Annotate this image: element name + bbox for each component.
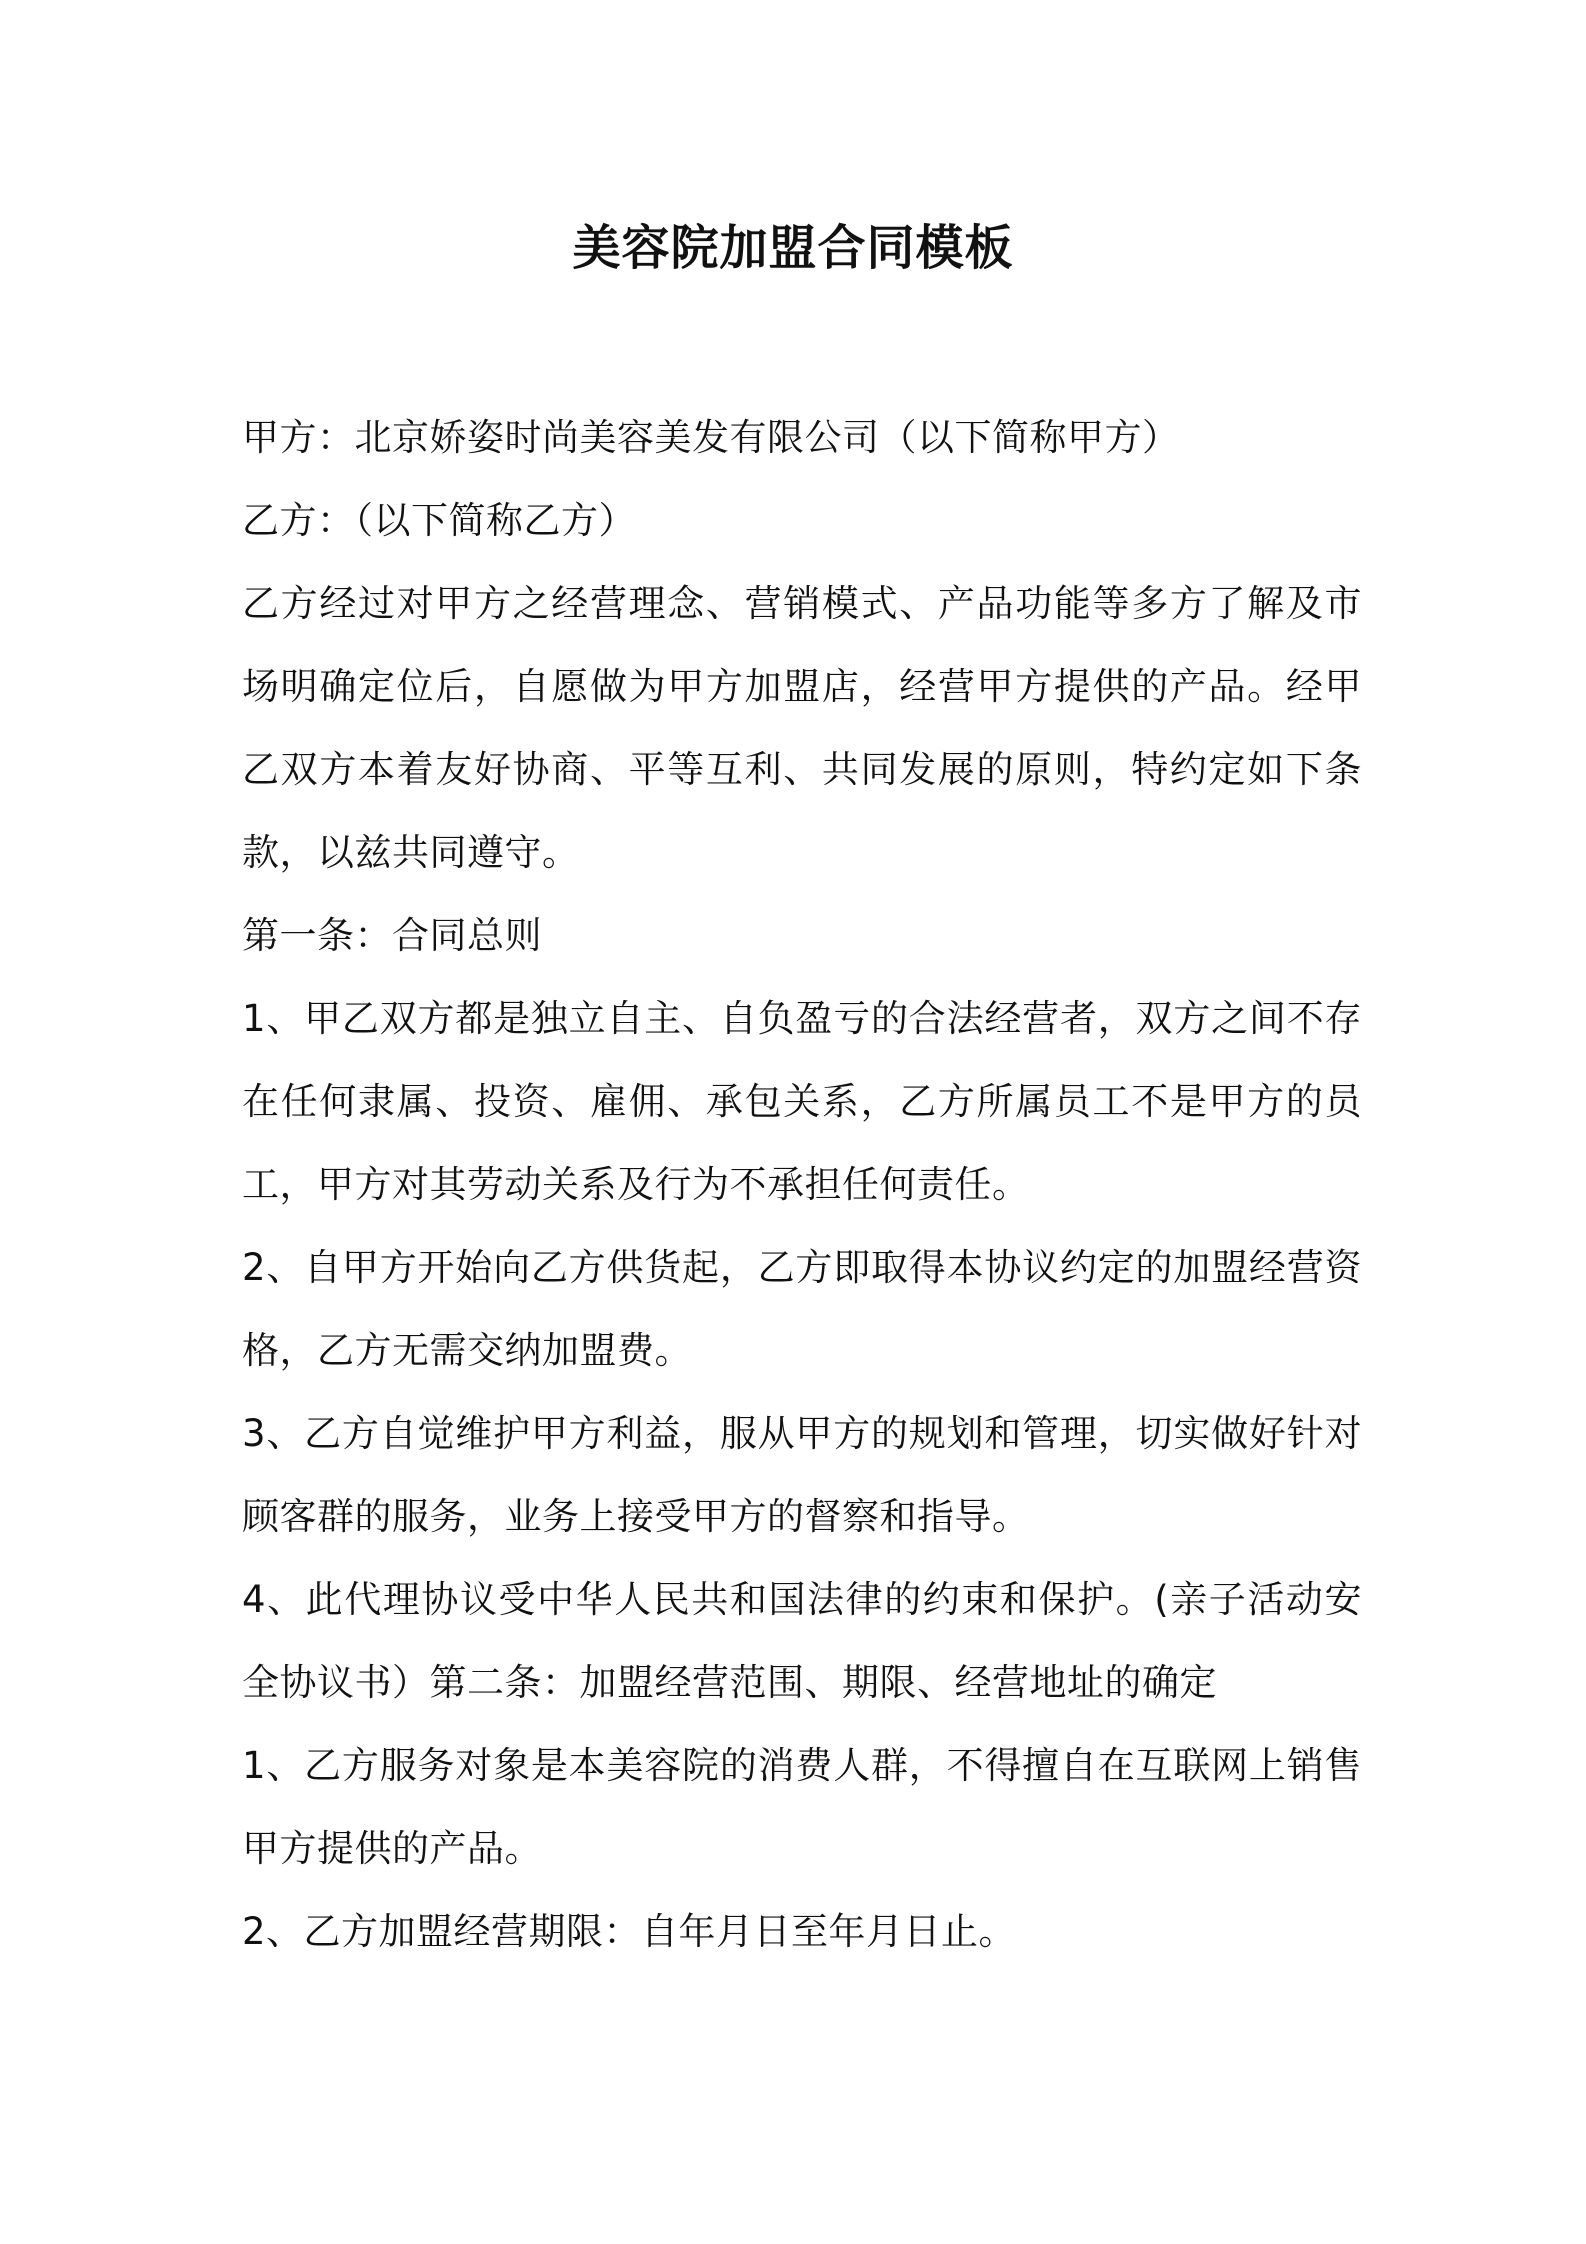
party-a-line: 甲方：北京娇姿时尚美容美发有限公司（以下简称甲方）: [242, 416, 1180, 459]
document-title: 美容院加盟合同模板: [572, 220, 1014, 276]
document-body: [242, 396, 1362, 1973]
clause-paragraph: 2、自甲方开始向乙方供货起，乙方即取得本协议约定的加盟经营资格，乙方无需交纳加盟费。: [242, 1246, 1362, 1372]
party-b-line: 乙方：（以下简称乙方）: [242, 499, 636, 542]
article-one-heading: 第一条：合同总则: [242, 914, 542, 957]
preamble-paragraph: 乙方经过对甲方之经营理念、营销模式、产品功能等多方了解及市场明确定位后，自愿做为甲方加盟店，经营甲方提供的产品。经甲乙双方本着友好协商、平等互利、共同发展的原则，特约定如下条款，以兹共同遵守。: [242, 582, 1362, 874]
clause-paragraph: 1、甲乙双方都是独立自主、自负盈亏的合法经营者，双方之间不存在任何隶属、投资、雇佣、承包关系，乙方所属员工不是甲方的员工，甲方对其劳动关系及行为不承担任何责任。: [242, 997, 1362, 1206]
clause-paragraph: 2、乙方加盟经营期限：自年月日至年月日止。: [242, 1910, 1017, 1953]
clause-paragraph: 3、乙方自觉维护甲方利益，服从甲方的规划和管理，切实做好针对顾客群的服务，业务上接受甲方的督察和指导。: [242, 1412, 1362, 1538]
clause-paragraph: 1、乙方服务对象是本美容院的消费人群，不得擅自在互联网上销售甲方提供的产品。: [242, 1744, 1362, 1870]
clause-paragraph: 4、此代理协议受中华人民共和国法律的约束和保护。(亲子活动安全协议书）第二条：加盟经营范围、期限、经营地址的确定: [242, 1578, 1362, 1704]
